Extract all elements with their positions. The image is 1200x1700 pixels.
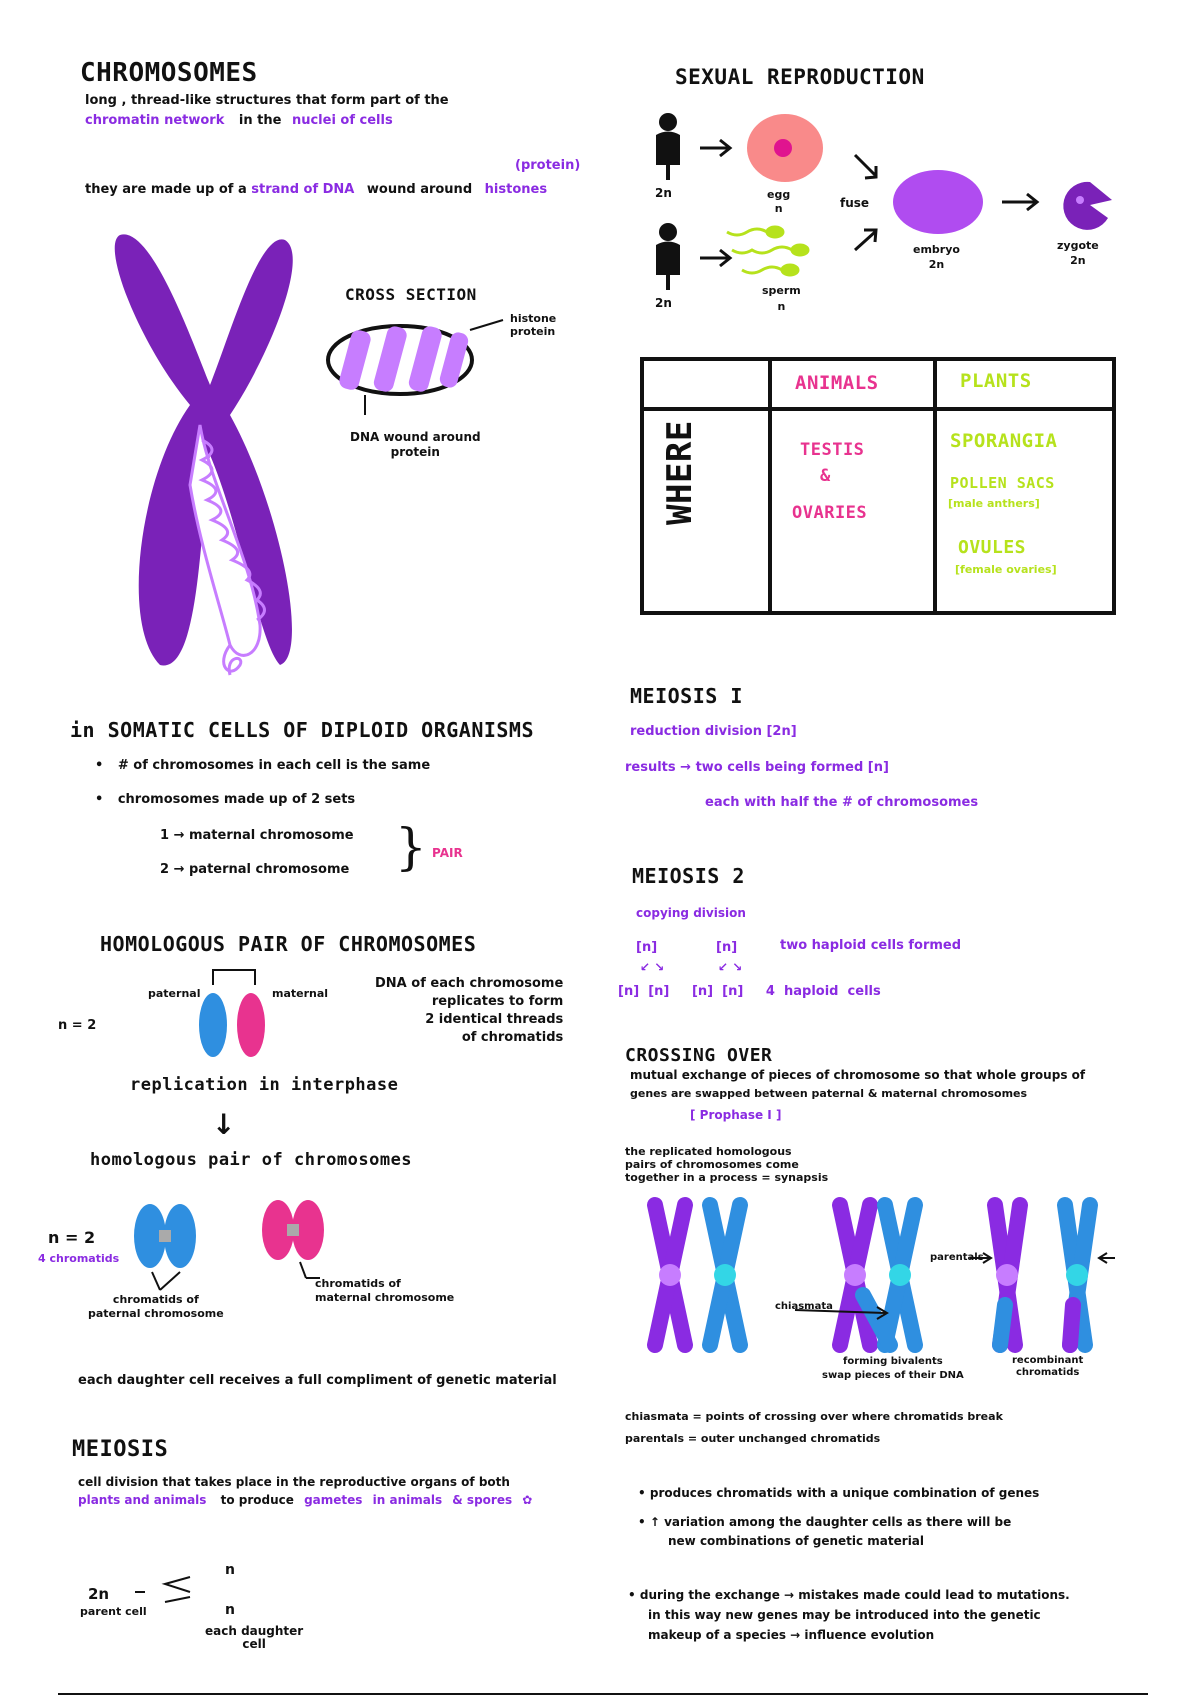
meiosis-def-line1: cell division that takes place in the reproductive organs of both (78, 1475, 510, 1489)
replication-label: replication in interphase (130, 1075, 399, 1095)
crossing-bullet2b: new combinations of genetic material (668, 1534, 925, 1548)
chromosomes-def-line2 (85, 113, 393, 128)
somatic-item1: 1 → maternal chromosome (160, 828, 354, 843)
plants-pollen-sacs: POLLEN SACS (950, 474, 1055, 492)
chiasmata-label: chiasmata (775, 1301, 833, 1312)
animals-ovaries: OVARIES (792, 503, 868, 523)
made-up-text: they are made up of a (85, 182, 247, 197)
plants-male-anthers: [male anthers] (948, 497, 1040, 510)
spores-text: & spores (452, 1493, 513, 1507)
embryo-label: embryo 2n (913, 243, 960, 271)
meiosis2-n2: [n] (716, 940, 738, 955)
bottom-rule (58, 1693, 1148, 1695)
crossing-bullet3: • during the exchange → mistakes made could lead to mutations. (628, 1588, 1070, 1602)
homologous-title: HOMOLOGOUS PAIR OF CHROMOSOMES (100, 932, 477, 956)
crossing-line1: mutual exchange of pieces of chromosome so that whole groups of (630, 1068, 1086, 1082)
cross-section-diagram (325, 320, 505, 400)
dna-wound-label: DNA wound around protein (350, 430, 481, 459)
2n-top-label: 2n (655, 186, 672, 200)
chromatids-paternal-label: chromatids of paternal chromosome (88, 1293, 224, 1320)
wound-around-text: wound around (366, 182, 473, 197)
crossing-bullet3b: in this way new genes may be introduced into the genetic (648, 1608, 1041, 1622)
pair-of-chromosomes-title: homologous pair of chromosomes (90, 1150, 413, 1170)
plants-female-ovaries: [female ovaries] (955, 563, 1057, 576)
sexual-reproduction-diagram (650, 110, 1120, 310)
n-equals-2-label-2: n = 2 (48, 1228, 96, 1247)
meiosis1-line2: results → two cells being formed [n] (625, 760, 889, 775)
chromatin-network-text: chromatin network (85, 113, 225, 128)
fuse-label: fuse (840, 196, 870, 210)
crossing-line2: genes are swapped between paternal & maternal chromosomes (630, 1087, 1028, 1100)
plants-sporangia: SPORANGIA (950, 430, 1058, 452)
somatic-bullet1-text: # of chromosomes in each cell is the same (117, 758, 431, 773)
made-up-line (85, 182, 547, 197)
crossing-bullet2-text: ↑ variation among the daughter cells as there will be (649, 1515, 1012, 1529)
meiosis-title: MEIOSIS (72, 1437, 169, 1462)
parent-cell-label: parent cell (80, 1605, 147, 1618)
chromosomes-title: CHROMOSOMES (80, 58, 258, 88)
forming-bivalents-label: forming bivalents swap pieces of their DNA (822, 1356, 964, 1381)
crossing-bullet1-text: produces chromatids with a unique combination of genes (649, 1486, 1040, 1500)
parentals-label: parentals (930, 1252, 984, 1263)
somatic-title: in SOMATIC CELLS OF DIPLOID ORGANISMS (70, 718, 535, 742)
plants-ovules: OVULES (958, 537, 1027, 558)
crossing-bullet1: • produces chromatids with a unique combination of genes (638, 1486, 1040, 1500)
somatic-bullet2: • chromosomes made up of 2 sets (95, 792, 356, 807)
crossing-over-diagram (645, 1195, 1125, 1360)
prophase-label: [ Prophase I ] (690, 1108, 782, 1122)
chromosomes-def-line1: long , thread-like structures that form part of the (85, 93, 449, 108)
each-daughter-cell-label: each daughter cell (205, 1624, 304, 1651)
dna-replicates-note: DNA of each chromosome replicates to form 2 identical threads of chromatids (375, 976, 564, 1045)
chromosome-illustration (80, 225, 320, 685)
parentals-definition: parentals = outer unchanged chromatids (625, 1432, 881, 1445)
animals-and: & (820, 466, 831, 486)
nuclei-text: nuclei of cells (291, 113, 393, 128)
meiosis-split-arrows (135, 1572, 205, 1612)
histone-label: histone protein (510, 312, 557, 338)
meiosis-def-line2 (78, 1493, 532, 1507)
animals-testis: TESTIS (800, 440, 865, 460)
crossing-bullet3c: makeup of a species → influence evolution (648, 1628, 935, 1642)
strand-dna-text: strand of DNA (251, 182, 355, 197)
paternal-label: paternal (148, 987, 201, 1000)
egg-label: egg n (767, 188, 791, 215)
n-equals-2-label: n = 2 (58, 1018, 97, 1033)
zygote-label: zygote 2n (1057, 239, 1099, 267)
pair-label: PAIR (432, 846, 463, 860)
homologous-pair-diagram (195, 965, 275, 1060)
somatic-bullet1: • # of chromosomes in each cell is the same (95, 758, 431, 773)
histones-text: histones (484, 182, 548, 197)
parent-2n: 2n (88, 1585, 110, 1603)
plants-animals-text: plants and animals (78, 1493, 207, 1507)
protein-note: (protein) (515, 158, 581, 173)
daughter-n-bottom: n (225, 1602, 235, 1618)
down-arrow-icon: ↓ (212, 1108, 236, 1141)
somatic-item2: 2 → paternal chromosome (160, 862, 350, 877)
chromatids-maternal-label: chromatids of maternal chromosome (315, 1277, 455, 1304)
meiosis2-title: MEIOSIS 2 (632, 864, 745, 888)
gametes-text: gametes (304, 1493, 363, 1507)
brace-icon: } (395, 818, 427, 876)
crossing-bullet2: • ↑ variation among the daughter cells as there will be (638, 1515, 1012, 1529)
table-col-animals: ANIMALS (795, 372, 879, 394)
four-chromatids-label: 4 chromatids (38, 1252, 120, 1265)
chiasmata-definition: chiasmata = points of crossing over where chromatids break (625, 1410, 1003, 1423)
meiosis2-arrows2: ↙ ↘ (718, 960, 743, 974)
in-animals-text: in animals (372, 1493, 443, 1507)
recombinant-label: recombinant chromatids (1012, 1355, 1084, 1378)
sexual-reproduction-title: SEXUAL REPRODUCTION (675, 65, 925, 89)
crossing-bullet3-text: during the exchange → mistakes made could lead to mutations. (639, 1588, 1070, 1602)
2n-bottom-label: 2n (655, 296, 672, 310)
meiosis1-title: MEIOSIS I (630, 684, 743, 708)
cross-section-title: CROSS SECTION (345, 285, 477, 304)
meiosis1-line3: each with half the # of chromosomes (705, 795, 979, 810)
meiosis1-line1: reduction division [2n] (630, 724, 797, 739)
meiosis2-n1: [n] (636, 940, 658, 955)
sperm-label: sperm n (762, 284, 801, 313)
daughter-cell-note: each daughter cell receives a full compliment of genetic material (78, 1373, 557, 1388)
meiosis2-line1: copying division (636, 906, 746, 920)
maternal-label: maternal (272, 987, 329, 1000)
daughter-n-top: n (225, 1562, 235, 1578)
table-row-where: WHERE (660, 420, 700, 525)
in-the-text: in the (238, 113, 282, 128)
replicated-note: the replicated homologous pairs of chromosomes come together in a process = synapsis (625, 1145, 829, 1184)
somatic-bullet2-text: chromosomes made up of 2 sets (117, 792, 356, 807)
meiosis2-formed: two haploid cells formed (780, 938, 962, 953)
crossing-over-title: CROSSING OVER (625, 1045, 773, 1066)
meiosis2-arrows1: ↙ ↘ (640, 960, 665, 974)
meiosis2-row: [n] [n] [n] [n] 4 haploid cells (618, 984, 881, 999)
table-col-plants: PLANTS (960, 370, 1032, 392)
to-produce-text: to produce (220, 1493, 294, 1507)
flower-icon: ✿ (522, 1493, 533, 1507)
